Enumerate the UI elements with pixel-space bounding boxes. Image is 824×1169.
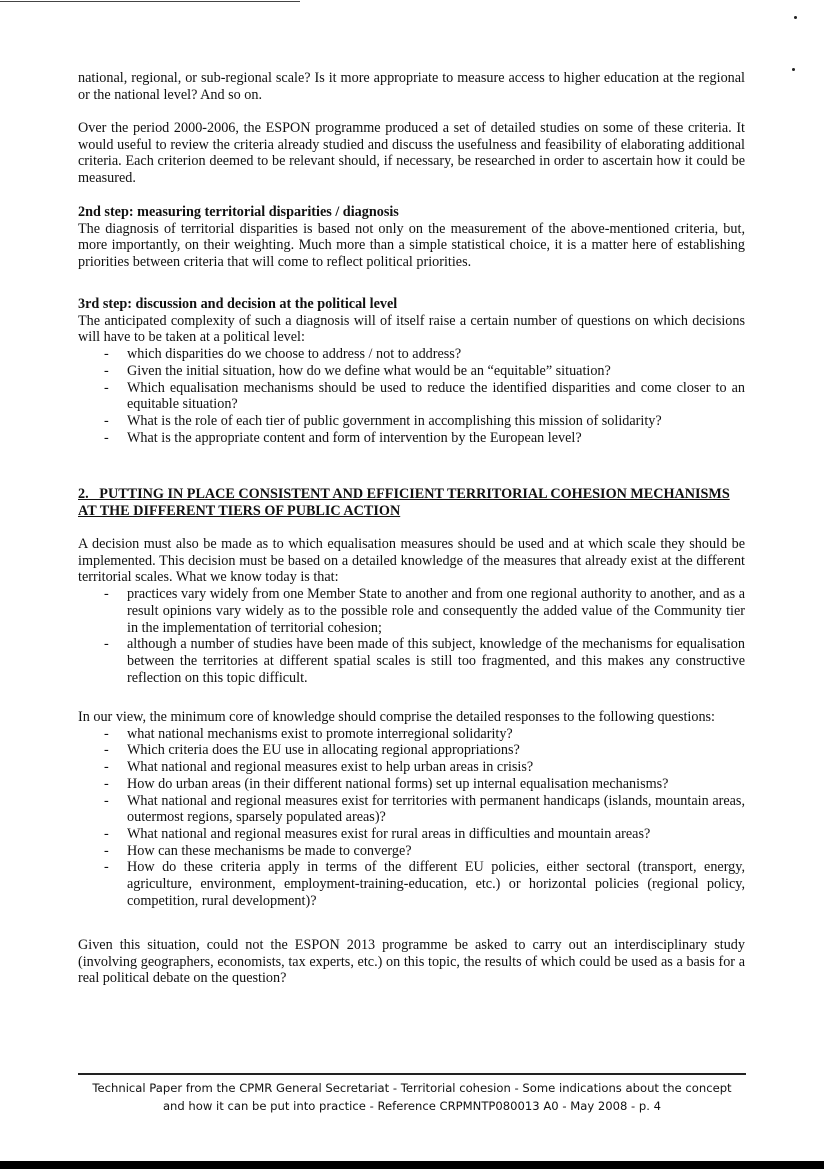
paragraph: Given this situation, could not the ESPON 2013 programme be asked to carry out an interdisciplinary study (involving geographers, economists, tax experts, etc.) on this topic, the results of which could be used as a basis for a real political debate on the question? bbox=[78, 937, 745, 987]
list-item-text: which disparities do we choose to address / not to address? bbox=[127, 346, 462, 363]
list-item bbox=[78, 726, 745, 743]
list-item bbox=[78, 586, 745, 636]
list-item-text: What is the appropriate content and form of intervention by the European level? bbox=[127, 429, 582, 446]
list-item-text: Which criteria does the EU use in allocating regional appropriations? bbox=[127, 742, 520, 759]
dash-bullet: - bbox=[104, 775, 109, 792]
section-2-body bbox=[78, 536, 745, 686]
dash-bullet: - bbox=[104, 759, 109, 776]
page-footer bbox=[78, 1079, 746, 1115]
list-item bbox=[78, 776, 745, 793]
list-item bbox=[78, 759, 745, 776]
dash-bullet: - bbox=[104, 742, 109, 759]
list-item-text: How do these criteria apply in terms of the different EU policies, either sectoral (transport, energy, agriculture, environment, employment-training-education, etc.) or horizontal policies (regional policy, competition, rural development)? bbox=[127, 859, 745, 909]
list-item-text: How can these mechanisms be made to converge? bbox=[127, 842, 412, 859]
dash-bullet: - bbox=[104, 429, 109, 446]
list-item bbox=[78, 380, 745, 413]
list-item bbox=[78, 826, 745, 843]
dash-bullet: - bbox=[104, 636, 109, 653]
scan-speck bbox=[792, 68, 795, 71]
list-item-text: although a number of studies have been made of this subject, knowledge of the mechanisms for equalisation between the territories at different spatial scales is still too fragmented, and this makes any constructive reflection on this topic difficult. bbox=[127, 636, 745, 686]
paragraph: The anticipated complexity of such a diagnosis will of itself raise a certain number of questions on which decisions will have to be taken at a political level: bbox=[78, 312, 745, 346]
section-2-heading: 2. PUTTING IN PLACE CONSISTENT AND EFFICIENT TERRITORIAL COHESION MECHANISMS AT THE DIFFERENT TIERS OF PUBLIC ACTION bbox=[78, 486, 730, 519]
dash-bullet: - bbox=[104, 725, 109, 742]
list-item-text: What national and regional measures exist to help urban areas in crisis? bbox=[127, 759, 534, 776]
list-item bbox=[78, 430, 745, 447]
step3-section bbox=[78, 296, 745, 446]
list-item-text: Which equalisation mechanisms should be used to reduce the identified disparities and come closer to an equitable situation? bbox=[127, 379, 745, 413]
list-item bbox=[78, 363, 745, 380]
list-item bbox=[78, 636, 745, 686]
list-item-text: what national mechanisms exist to promote interregional solidarity? bbox=[127, 725, 513, 742]
footer-rule bbox=[78, 1073, 746, 1075]
list-item-text: Given the initial situation, how do we define what would be an “equitable” situation? bbox=[127, 362, 611, 379]
dash-bullet: - bbox=[104, 825, 109, 842]
paragraph: A decision must also be made as to which equalisation measures should be used and at which scale they should be implemented. This decision must be based on a detailed knowledge of the measures that already exist at the different territorial scales. What we know today is that: bbox=[78, 536, 745, 586]
list-item bbox=[78, 413, 745, 430]
paragraph: In our view, the minimum core of knowledge should comprise the detailed responses to the following questions: bbox=[78, 709, 715, 725]
dash-bullet: - bbox=[104, 586, 109, 603]
list-item bbox=[78, 793, 745, 826]
dash-bullet: - bbox=[104, 362, 109, 379]
list-item bbox=[78, 859, 745, 909]
dash-bullet: - bbox=[104, 792, 109, 809]
list-item bbox=[78, 346, 745, 363]
footer-line-2: and how it can be put into practice - Reference CRPMNTP080013 A0 - May 2008 - p. 4 bbox=[162, 1099, 662, 1113]
dash-bullet: - bbox=[104, 346, 109, 363]
step2-heading: 2nd step: measuring territorial disparities / diagnosis bbox=[78, 204, 399, 220]
list-item-text: What is the role of each tier of public government in accomplishing this mission of solidarity? bbox=[127, 412, 662, 429]
step2-section bbox=[78, 204, 745, 271]
list-item-text: practices vary widely from one Member State to another and from one regional authority to another, and as a result opinions vary widely as to the possible role and consequently the added value of the Community tier in the implementation of territorial cohesion; bbox=[127, 586, 745, 636]
step3-heading: 3rd step: discussion and decision at the political level bbox=[78, 296, 398, 312]
paragraph: The diagnosis of territorial disparities is based not only on the measurement of the above-mentioned criteria, but, more importantly, on their weighting. Much more than a simple statistical choice, it is a matter here of establishing priorities between criteria that will come to reflect political priorities. bbox=[78, 220, 745, 271]
list-item-text: What national and regional measures exist for rural areas in difficulties and mountain areas? bbox=[127, 825, 651, 842]
paragraph: national, regional, or sub-regional scale? Is it more appropriate to measure access to higher education at the regional or the national level? And so on. bbox=[78, 70, 745, 103]
bullet-list bbox=[78, 586, 745, 686]
paragraph: Over the period 2000-2006, the ESPON programme produced a set of detailed studies on some of these criteria. It would useful to review the criteria already studied and discuss the usefulness and feasibility of elaborating additional criteria. Each criterion deemed to be relevant should, if necessary, be researched in order to ascertain how it could be measured. bbox=[78, 120, 745, 187]
scan-edge-bar bbox=[0, 1161, 824, 1169]
list-item-text: What national and regional measures exist for territories with permanent handicaps (islands, mountain areas, outermost regions, sparsely populated areas)? bbox=[127, 792, 745, 826]
footer-line-1: Technical Paper from the CPMR General Secretariat - Territorial cohesion - Some indications about the concept bbox=[92, 1081, 732, 1095]
dash-bullet: - bbox=[104, 859, 109, 876]
list-item-text: How do urban areas (in their different national forms) set up internal equalisation mechanisms? bbox=[127, 775, 669, 792]
bullet-list bbox=[78, 726, 745, 910]
dash-bullet: - bbox=[104, 412, 109, 429]
dash-bullet: - bbox=[104, 842, 109, 859]
dash-bullet: - bbox=[104, 379, 109, 396]
list-item bbox=[78, 742, 745, 759]
scan-speck bbox=[794, 16, 797, 19]
top-rule bbox=[0, 1, 300, 2]
list-item bbox=[78, 843, 745, 860]
bullet-list bbox=[78, 346, 745, 446]
section-2-questions bbox=[78, 709, 745, 909]
